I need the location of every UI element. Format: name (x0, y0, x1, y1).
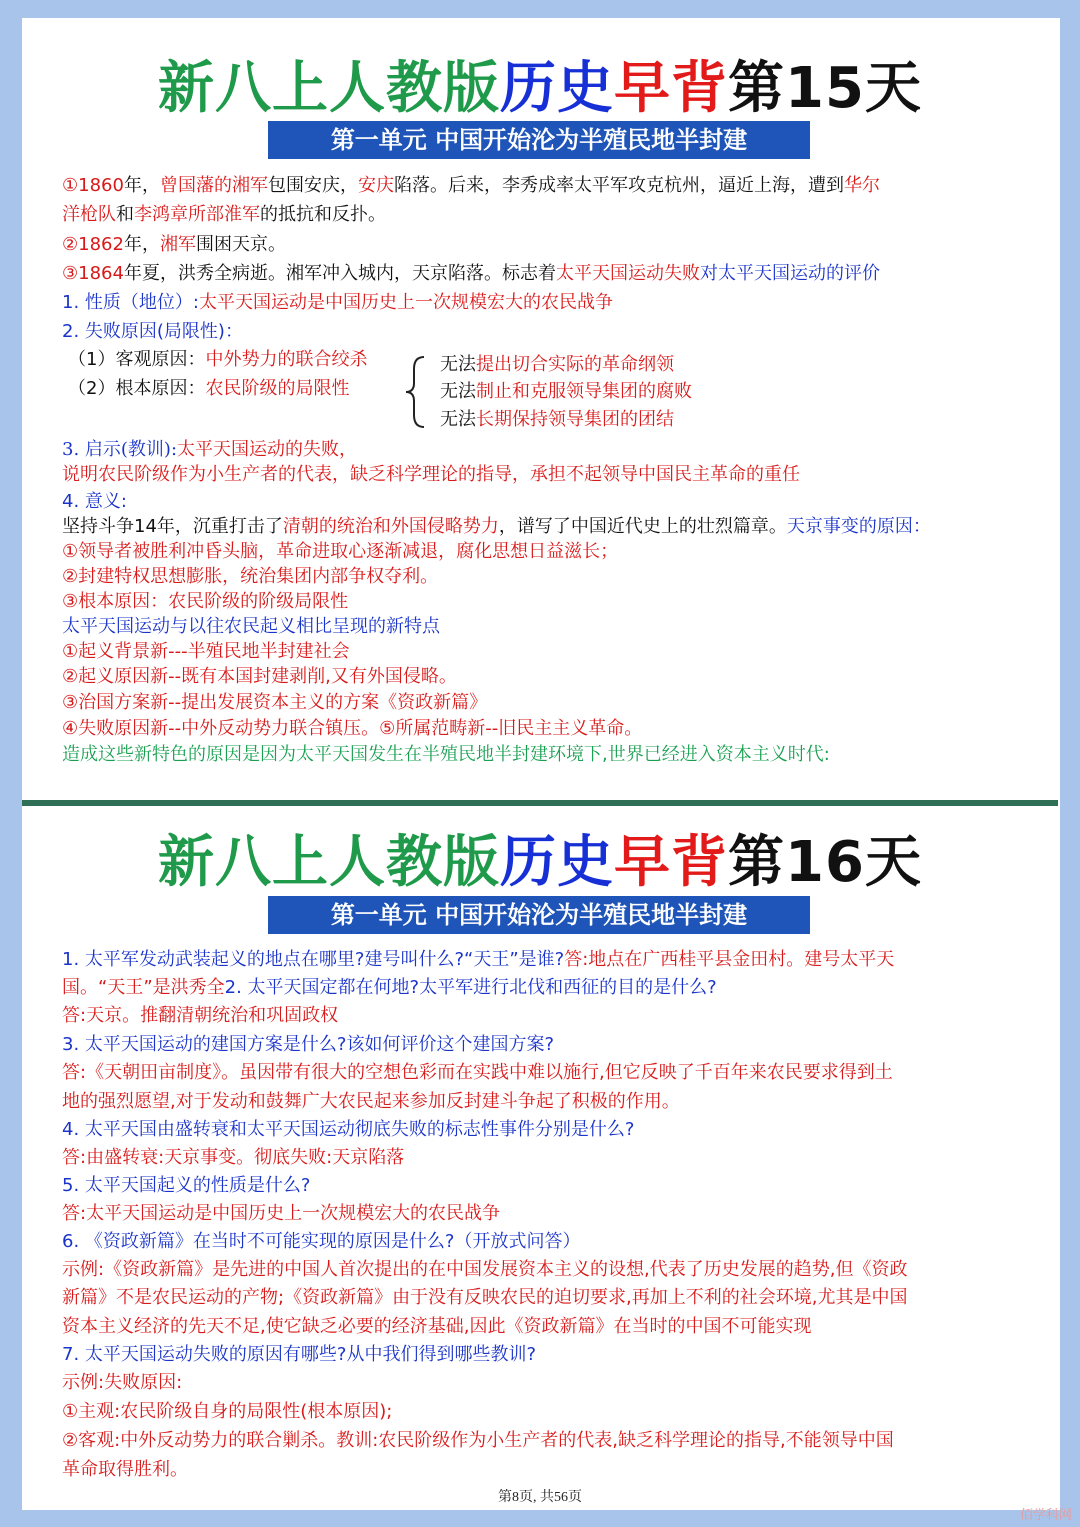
span: 太平天国运动是中国历史上一次规模宏大的农民战争 (198, 292, 613, 313)
text-line: 示例:《资政新篇》是先进的中国人首次提出的在中国发展资本主义的设想,代表了历史发展的趋势,但《资政 (62, 1259, 908, 1280)
text-line (62, 438, 357, 462)
span: 年， (123, 234, 160, 255)
span: 长期保持领导集团的团结 (476, 409, 674, 430)
span: 华尔 (843, 175, 880, 196)
curly-brace-icon (404, 355, 428, 429)
span: 国。“天王”是洪秀全 (62, 977, 225, 998)
span: 李鸿章所部淮军 (134, 204, 260, 225)
text-line: 答:由盛转衰:天京事变。彻底失败:天京陷落 (62, 1147, 405, 1168)
text-line: 地的强烈愿望,对于发动和鼓舞广大农民起来参加反封建斗争起了积极的作用。 (62, 1091, 680, 1112)
text-line (62, 515, 931, 539)
span: 洋枪队 (62, 204, 116, 225)
title-part: 第15天 (728, 56, 922, 121)
text-line (62, 262, 880, 286)
span: 无法 (440, 354, 476, 375)
span: ①1860 (62, 175, 124, 196)
day16-unit-banner: 第一单元 中国开始沦为半殖民地半封建 (268, 896, 810, 934)
span: 和 (116, 204, 134, 225)
text-line (440, 408, 674, 432)
text-line (62, 233, 286, 257)
text-line (68, 377, 349, 401)
title-part: 早背 (614, 830, 729, 895)
text-line (62, 976, 717, 1000)
span: 太平天国运动的失败， (177, 439, 358, 460)
text-line: 示例:失败原因: (62, 1372, 183, 1393)
day15-unit-banner: 第一单元 中国开始沦为半殖民地半封建 (268, 121, 810, 159)
span: 提出切合实际的革命纲领 (476, 354, 674, 375)
span: 湘军 (159, 234, 196, 255)
title-part: 历史 (500, 830, 615, 895)
text-line: 2. 失败原因(局限性)： (62, 321, 243, 342)
span: 天京事变的原因： (786, 516, 931, 537)
span: ②1862 (62, 234, 124, 255)
span: 年夏，洪秀全病逝。湘军冲入城内，天京陷落。标志着 (123, 263, 556, 284)
text-line (62, 948, 894, 972)
text-line: 4. 太平天国由盛转衰和太平天国运动彻底失败的标志性事件分别是什么? (62, 1119, 635, 1140)
section-divider (22, 800, 1058, 806)
span: 曾国藩的湘军 (159, 175, 268, 196)
text-line: 6. 《资政新篇》在当时不可能实现的原因是什么?（开放式问答） (62, 1231, 581, 1252)
span: 清朝的统治和外国侵略势力 (282, 516, 499, 537)
text-line: 答:天京。推翻清朝统治和巩固政权 (62, 1005, 339, 1026)
text-line: 资本主义经济的先天不足,使它缺乏必要的经济基础,因此《资政新篇》在当时的中国不可能实现 (62, 1316, 812, 1337)
text-line (62, 463, 800, 487)
title-part: 早背 (614, 56, 729, 121)
text-line: ③治国方案新--提出发展资本主义的方案《资政新篇》 (62, 692, 488, 713)
span: 对太平天国运动的评价 (699, 263, 880, 284)
span: 的抵抗和反扑。 (260, 204, 386, 225)
span: 包围安庆， (267, 175, 358, 196)
day15-title (0, 44, 1080, 124)
span: 缺乏科学理论的指导，承担不起领导中国民主革命的重任 (350, 464, 800, 485)
span: 2. 太平天国定都在何地?太平军进行北伐和西征的目的是什么? (224, 977, 717, 998)
text-line: ④失败原因新--中外反动势力联合镇压。⑤所属范畴新--旧民主主义革命。 (62, 718, 643, 739)
span: 说明农民阶级作为小生产者的代表， (62, 464, 350, 485)
span: （1）客观原因： (68, 349, 206, 370)
text-line: ①主观:农民阶级自身的局限性(根本原因); (62, 1401, 393, 1422)
text-line: 新篇》不是农民运动的产物;《资政新篇》由于没有反映农民的迫切要求,再加上不利的社会环境,尤其是中国 (62, 1287, 908, 1308)
title-part: 新八上 (158, 56, 330, 121)
span: 农民阶级的局限性 (205, 378, 350, 399)
text-line: ①起义背景新---半殖民地半封建社会 (62, 641, 350, 662)
span: 无法 (440, 409, 476, 430)
span: ，谱写了中国近代史上的壮烈篇章。 (498, 516, 787, 537)
span: 答:地点在广西桂平县金田村。建号太平天 (564, 949, 895, 970)
text-line: 革命取得胜利。 (62, 1459, 188, 1480)
text-line: 3. 太平天国运动的建国方案是什么?该如何评价这个建国方案? (62, 1034, 555, 1055)
title-part: 历史 (500, 56, 615, 121)
span: 制止和克服领导集团的腐败 (476, 381, 692, 402)
span: 3. 启示(教训): (62, 439, 178, 460)
text-line: 造成这些新特色的原因是因为太平天国发生在半殖民地半封建环境下,世界已经进入资本主义时代: (62, 744, 830, 765)
text-line: 5. 太平天国起义的性质是什么? (62, 1175, 311, 1196)
text-line (440, 380, 692, 404)
text-line (62, 203, 386, 227)
text-line: ①领导者被胜利冲昏头脑，革命进取心逐渐减退，腐化思想日益滋长； (62, 541, 619, 562)
title-part: 人教版 (329, 830, 501, 895)
span: 年， (123, 175, 160, 196)
day16-title (0, 818, 1080, 898)
text-line: 7. 太平天国运动失败的原因有哪些?从中我们得到哪些教训? (62, 1344, 537, 1365)
span: 中外势力的联合绞杀 (205, 349, 368, 370)
span: 无法 (440, 381, 476, 402)
text-line (440, 353, 674, 377)
watermark: 佰学科网 (1019, 1508, 1072, 1523)
text-line (68, 348, 367, 372)
span: ③1864 (62, 263, 124, 284)
span: （2）根本原因： (68, 378, 206, 399)
text-line (62, 174, 880, 198)
span: 围困天京。 (195, 234, 286, 255)
span: 安庆 (357, 175, 394, 196)
title-part: 新八上 (158, 830, 330, 895)
text-line: ②起义原因新--既有本国封建剥削,又有外国侵略。 (62, 666, 457, 687)
text-line: 4. 意义: (62, 491, 127, 512)
page-number: 第8页, 共56页 (498, 1490, 582, 1505)
span: 坚持斗争14年，沉重打击了 (62, 516, 283, 537)
span: 陷落。后来，李秀成率太平军攻克杭州，逼近上海，遭到 (393, 175, 844, 196)
text-line: ②客观:中外反动势力的联合剿杀。教训:农民阶级作为小生产者的代表,缺乏科学理论的指导,不能领导中国 (62, 1430, 894, 1451)
span: 1. 太平军发动武装起义的地点在哪里?建号叫什么?“天王”是谁? (62, 949, 565, 970)
text-line: ②封建特权思想膨胀，统治集团内部争权夺利。 (62, 566, 439, 587)
title-part: 第16天 (728, 830, 922, 895)
text-line: 太平天国运动与以往农民起义相比呈现的新特点 (62, 616, 440, 637)
span: 太平天国运动失败 (555, 263, 700, 284)
text-line (62, 291, 613, 315)
text-line: 答:《天朝田亩制度》。虽因带有很大的空想色彩而在实践中难以施行,但它反映了千百年来农民要求得到土 (62, 1062, 893, 1083)
text-line: 答:太平天国运动是中国历史上一次规模宏大的农民战争 (62, 1203, 501, 1224)
span: 1. 性质（地位）: (62, 292, 199, 313)
text-line: ③根本原因：农民阶级的阶级局限性 (62, 591, 349, 612)
title-part: 人教版 (329, 56, 501, 121)
